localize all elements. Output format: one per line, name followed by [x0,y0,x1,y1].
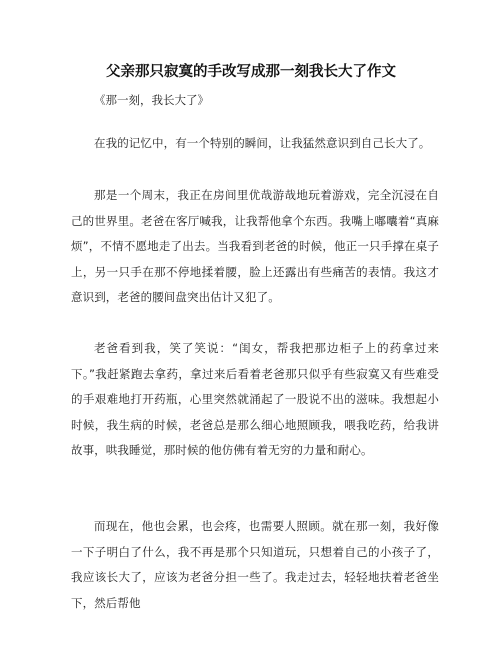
paragraph-4: 而现在，他也会累，也会疼，也需要人照顾。就在那一刻，我好像一下子明白了什么，我不再是那个只知道玩，只想着自己的小孩子了，我应该长大了，应该为老爸分担一些了。我走过去，轻轻地扶着老爸坐下，然后帮他 [71,519,439,610]
paragraph-2: 那是一个周末，我正在房间里优哉游哉地玩着游戏，完全沉浸在自己的世界里。老爸在客厅喊我，让我帮他拿个东西。我嘴上嘟囔着“真麻烦”，不情不愿地走了出去。当我看到老爸的时候，他正一只手撑在桌子上，另一只手在那不停地揉着腰，脸上还露出有些痛苦的表情。我这才意识到，老爸的腰间盘突出估计又犯了。 [71,188,439,304]
paragraph-1: 在我的记忆中，有一个特别的瞬间，让我猛然意识到自己长大了。 [94,136,431,150]
paragraph-3: 老爸看到我，笑了笑说：“闺女，帮我把那边柜子上的药拿过来下。”我赶紧跑去拿药，拿过来后看着老爸那只似乎有些寂寞又有些难受的手艰难地打开药瓶，心里突然就涌起了一股说不出的滋味。我想起小时候，我生病的时候，老爸总是那么细心地照顾我，喂我吃药，给我讲故事，哄我睡觉，那时候的他仿佛有着无穷的力量和耐心。 [71,341,439,457]
document-subtitle: 《那一刻，我长大了》 [94,93,209,107]
document-title: 父亲那只寂寞的手改写成那一刻我长大了作文 [106,64,396,80]
